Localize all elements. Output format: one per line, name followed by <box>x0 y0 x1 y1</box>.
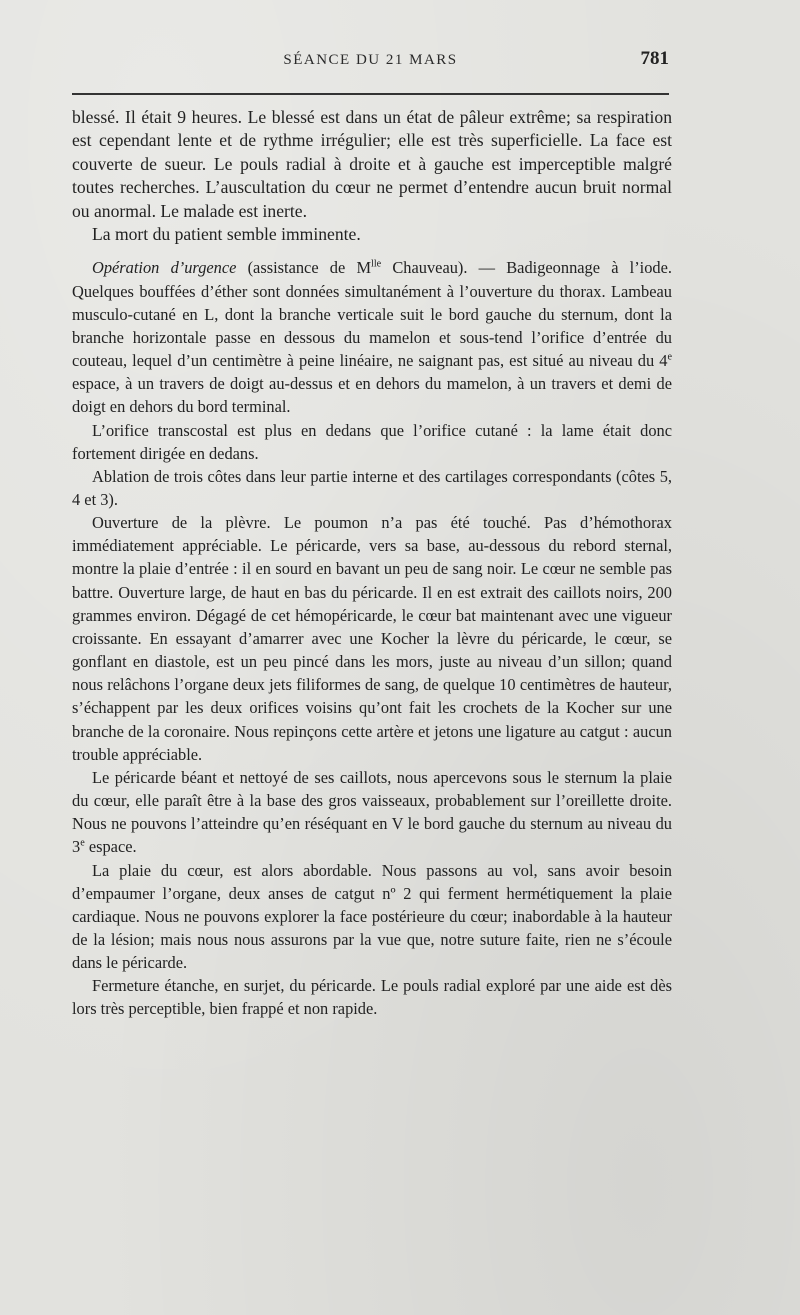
operation-text-b: Chauveau). — Badigeonnage à l’iode. Quelques bouffées d’éther sont données simultanément à l’ouverture du thorax. Lambeau musculo-cutané en L, dont la branche verticale suit le bord gauche du sternum, dont la branche horizontale passe en dessous du mamelon et sous-tend l’orifice d’entrée du couteau, lequel d’un centimètre à peine linéaire, ne saignant pas, est situé au niveau du 4 <box>72 258 672 371</box>
paragraph-7 <box>72 766 672 859</box>
paragraph-2: La mort du patient semble imminente. <box>92 224 361 245</box>
page-number: 781 <box>640 48 669 69</box>
running-head <box>72 48 669 76</box>
paragraph-7-superscript: e <box>80 837 85 849</box>
paragraph-8: La plaie du cœur, est alors abordable. Nous passons au vol, sans avoir besoin d’empaumer l’organe, deux anses de catgut nº 2 qui ferment hermétiquement la plaie cardiaque. Nous ne pouvons explorer la face postérieure du cœur; inabordable à la hauteur de la lésion; mais nous nous assurons par la vue que, notre suture faite, rien ne s’écoule dans le péricarde. <box>72 860 672 973</box>
operation-text-a: (assistance de M <box>236 258 372 278</box>
paragraph-7-text-b: espace. <box>84 837 137 857</box>
paragraph-4: L’orifice transcostal est plus en dedans que l’orifice cutané : la lame était donc fortement dirigée en dedans. <box>72 420 672 463</box>
paragraph-6: Ouverture de la plèvre. Le poumon n’a pas été touché. Pas d’hémothorax immédiatement appréciable. Le péricarde, vers sa base, au-dessous du rebord sternal, montre la plaie d’entrée : il en sourd en bavant un peu de sang noir. Le cœur ne semble pas battre. Ouverture large, de haut en bas du péricarde. Il en est extrait des caillots noirs, 200 grammes environ. Dégagé de cet hémopéricarde, le cœur bat maintenant avec une vigueur croissante. En essayant d’amarrer avec une Kocher la lèvre du péricarde, le cœur, se gonflant en diastole, est un peu pincé dans les mors, juste au niveau d’un sillon; quand nous relâchons l’organe deux jets filiformes de sang, de quelque 10 centimètres de hauteur, s’échappent par les deux orifices voisins qu’ont fait les crochets de la Kocher sur une branche de la coronaire. Nous repinçons cette artère et jetons une ligature au catgut : aucun trouble appréciable. <box>72 513 672 764</box>
running-title: SÉANCE DU 21 MARS <box>283 52 458 68</box>
paragraph-operation <box>72 256 672 418</box>
operation-superscript-1: lle <box>371 258 382 270</box>
paragraph-5: Ablation de trois côtes dans leur partie interne et des cartilages correspondants (côtes 5, 4 et 3). <box>72 466 672 509</box>
header-rule <box>72 93 669 95</box>
operation-text-c: espace, à un travers de doigt au-dessus et en dehors du mamelon, à un travers et demi de doigt en dehors du bord terminal. <box>72 374 672 417</box>
operation-heading: Opération d’urgence <box>92 258 237 278</box>
paragraph-9: Fermeture étanche, en surjet, du péricarde. Le pouls radial exploré par une aide est dès lors très perceptible, bien frappé et non rapide. <box>72 976 672 1019</box>
paragraph-7-text-a: Le péricarde béant et nettoyé de ses caillots, nous apercevons sous le sternum la plaie du cœur, elle paraît être à la base des gros vaisseaux, probablement sur l’oreillette droite. Nous ne pouvons l’atteindre qu’en réséquant en V le bord gauche du sternum au niveau du 3 <box>72 767 672 857</box>
operation-superscript-2: e <box>667 351 672 363</box>
body-text <box>72 106 672 1021</box>
paragraph-1: blessé. Il était 9 heures. Le blessé est dans un état de pâleur extrême; sa respiration est cependant lente et de rythme irrégulier; elle est très superficielle. La face est couverte de sueur. Le pouls radial à droite et à gauche est imperceptible malgré toutes recherches. L’auscultation du cœur ne permet d’entendre aucun bruit normal ou anormal. Le malade est inerte. <box>72 107 672 221</box>
